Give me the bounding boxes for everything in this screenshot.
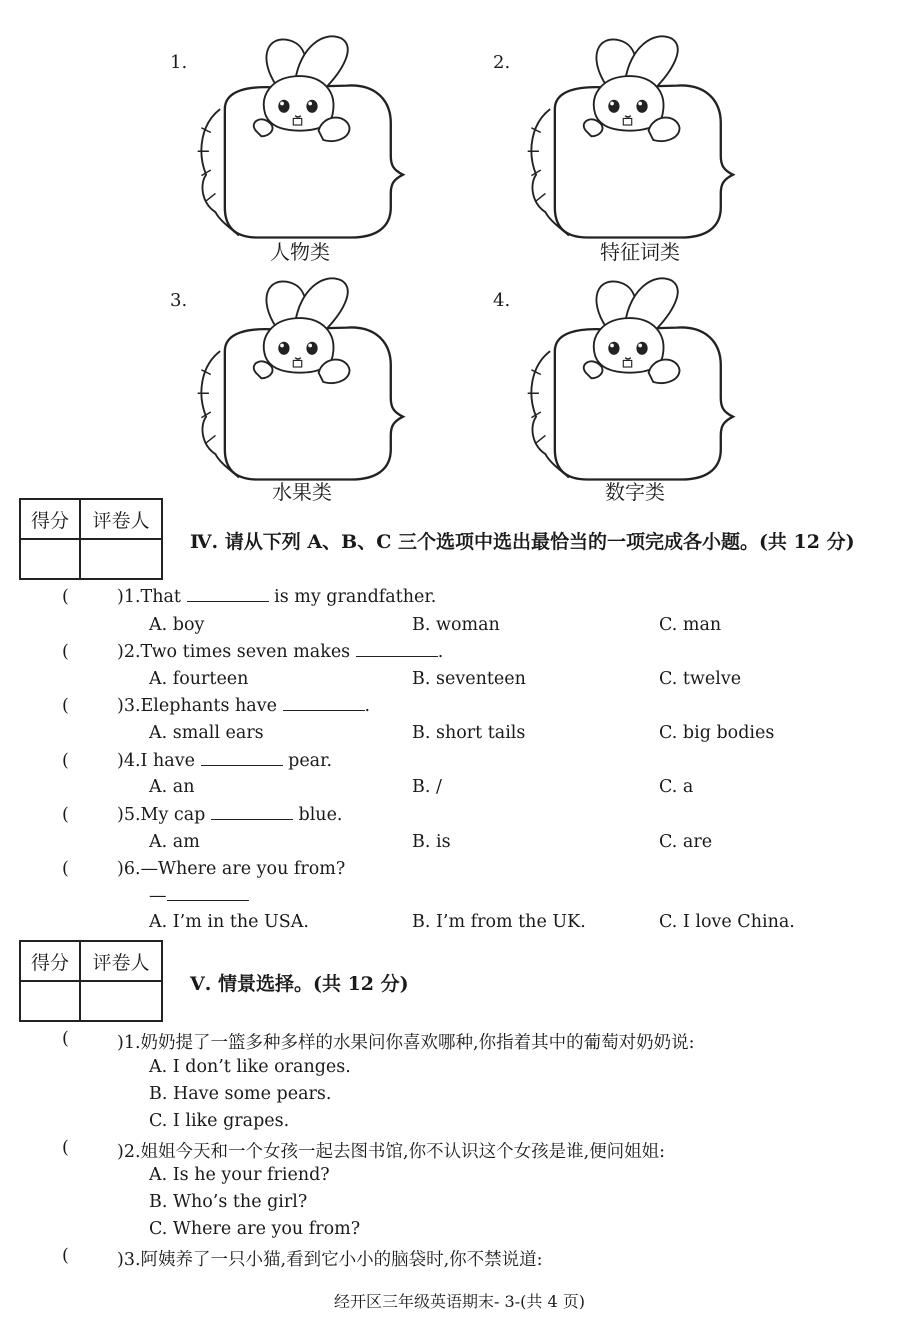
question-text: I have <box>140 751 195 771</box>
option-c: C. Where are you from? <box>149 1219 361 1239</box>
answer-paren[interactable]: ( <box>62 696 69 716</box>
question-text: 姐姐今天和一个女孩一起去图书馆,你不认识这个女孩是谁,便问姐姐: <box>140 1142 666 1162</box>
answer-blank[interactable] <box>211 818 293 820</box>
option-c: C. a <box>659 777 694 797</box>
question-number: )5. <box>117 805 141 825</box>
option-b: B. seventeen <box>412 669 526 689</box>
score-cell[interactable] <box>20 539 80 579</box>
question-text: My cap <box>140 805 206 825</box>
question-number: )3. <box>117 696 141 716</box>
question-text: . <box>437 642 444 662</box>
grader-cell[interactable] <box>80 539 162 579</box>
answer-paren[interactable]: ( <box>62 642 69 662</box>
category-label: 人物类 <box>270 240 330 264</box>
question-stem <box>117 1246 543 1271</box>
section-5-title: Ⅴ. 情景选择。(共 12 分) <box>190 973 409 995</box>
question-number: )2. <box>117 1142 141 1162</box>
bunny-speech-bubble-icon <box>505 20 750 245</box>
option-c: C. are <box>659 832 713 852</box>
question-number: )1. <box>117 587 141 607</box>
question-stem <box>117 642 443 662</box>
option-a: A. fourteen <box>149 669 249 689</box>
option-b: B. short tails <box>412 723 526 743</box>
question-number: )1. <box>117 1033 141 1053</box>
score-cell[interactable] <box>20 981 80 1021</box>
question-stem <box>117 1029 695 1054</box>
question-text: Elephants have <box>140 696 277 716</box>
question-text: is my grandfather. <box>274 587 437 607</box>
option-c: C. I like grapes. <box>149 1111 290 1131</box>
question-stem <box>117 751 332 771</box>
option-a: A. I’m in the USA. <box>149 912 309 932</box>
category-number: 3. <box>170 290 188 311</box>
score-table <box>19 498 163 580</box>
bunny-speech-bubble-icon <box>175 20 420 245</box>
answer-blank[interactable] <box>167 899 249 901</box>
page-footer: 经开区三年级英语期末- 3-(共 4 页) <box>334 1292 585 1311</box>
option-a: A. small ears <box>149 723 264 743</box>
option-b: B. / <box>412 777 442 797</box>
answer-paren[interactable]: ( <box>62 1029 69 1049</box>
section-4-title: Ⅳ. 请从下列 A、B、C 三个选项中选出最恰当的一项完成各小题。(共 12 分) <box>190 531 855 553</box>
category-label: 水果类 <box>272 480 332 504</box>
question-stem <box>117 587 436 607</box>
grader-header: 评卷人 <box>80 941 162 981</box>
category-label: 数字类 <box>605 480 665 504</box>
category-number: 4. <box>493 290 511 311</box>
dialog-response <box>149 886 249 906</box>
bunny-speech-bubble-icon <box>505 262 750 487</box>
option-c: C. big bodies <box>659 723 775 743</box>
question-number: )2. <box>117 642 141 662</box>
category-number: 2. <box>493 52 511 73</box>
category-label: 特征词类 <box>600 240 680 264</box>
option-b: B. Have some pears. <box>149 1084 332 1104</box>
question-text: That <box>140 587 181 607</box>
question-number: )3. <box>117 1250 141 1270</box>
category-number: 1. <box>170 52 188 73</box>
question-stem <box>117 805 343 825</box>
answer-paren[interactable]: ( <box>62 1138 69 1158</box>
question-number: )4. <box>117 751 141 771</box>
answer-paren[interactable]: ( <box>62 751 69 771</box>
question-stem <box>117 696 370 716</box>
score-header: 得分 <box>20 941 80 981</box>
question-text: 奶奶提了一篮多种多样的水果问你喜欢哪种,你指着其中的葡萄对奶奶说: <box>140 1033 695 1053</box>
option-a: A. am <box>149 832 200 852</box>
option-a: A. I don’t like oranges. <box>149 1057 351 1077</box>
grader-cell[interactable] <box>80 981 162 1021</box>
question-stem <box>117 1138 665 1163</box>
grader-header: 评卷人 <box>80 499 162 539</box>
option-c: C. twelve <box>659 669 742 689</box>
question-text: blue. <box>298 805 343 825</box>
question-stem <box>117 859 345 879</box>
option-b: B. woman <box>412 615 500 635</box>
option-b: B. Who’s the girl? <box>149 1192 308 1212</box>
answer-paren[interactable]: ( <box>62 587 69 607</box>
option-a: A. boy <box>149 615 205 635</box>
question-text: Two times seven makes <box>140 642 351 662</box>
question-text: pear. <box>288 751 333 771</box>
answer-blank[interactable] <box>201 764 283 766</box>
answer-blank[interactable] <box>187 600 269 602</box>
answer-paren[interactable]: ( <box>62 805 69 825</box>
option-b: B. is <box>412 832 451 852</box>
question-number: )6. <box>117 859 141 879</box>
question-text: —Where are you from? <box>140 859 346 879</box>
dash: — <box>149 886 167 906</box>
answer-paren[interactable]: ( <box>62 1246 69 1266</box>
option-a: A. an <box>149 777 195 797</box>
answer-blank[interactable] <box>283 709 365 711</box>
question-text: . <box>364 696 371 716</box>
option-c: C. man <box>659 615 722 635</box>
score-header: 得分 <box>20 499 80 539</box>
score-table <box>19 940 163 1022</box>
answer-blank[interactable] <box>356 655 438 657</box>
option-c: C. I love China. <box>659 912 795 932</box>
option-a: A. Is he your friend? <box>149 1165 330 1185</box>
answer-paren[interactable]: ( <box>62 859 69 879</box>
bunny-speech-bubble-icon <box>175 262 420 487</box>
question-text: 阿姨养了一只小猫,看到它小小的脑袋时,你不禁说道: <box>140 1250 543 1270</box>
option-b: B. I’m from the UK. <box>412 912 586 932</box>
